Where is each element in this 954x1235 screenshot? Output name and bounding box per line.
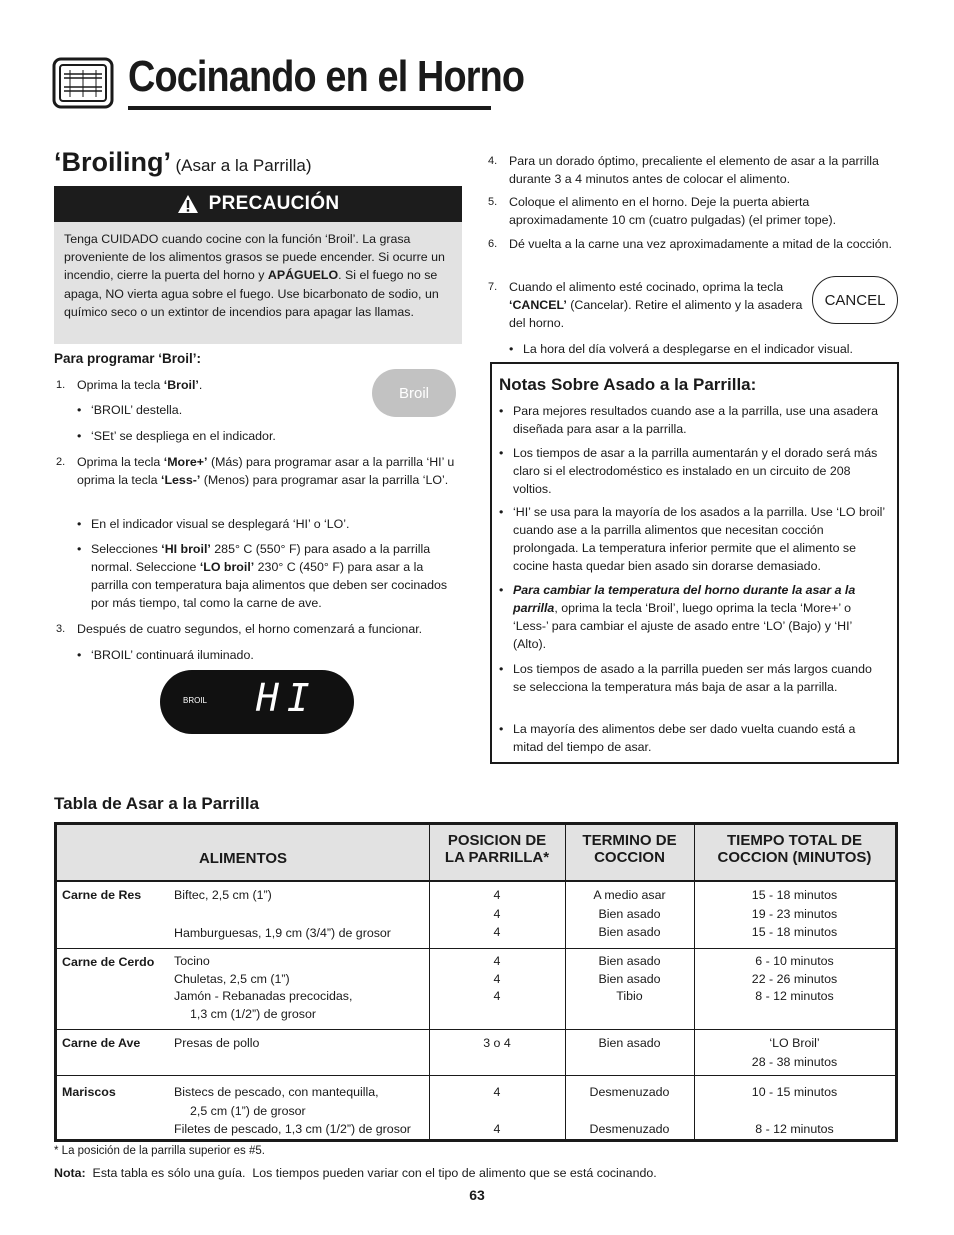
table-header-doneness	[565, 832, 694, 866]
step-1	[56, 376, 356, 394]
note-label: Nota:	[54, 1166, 86, 1180]
table-food-items	[174, 953, 352, 1023]
section-heading-main: ‘Broiling’	[54, 147, 171, 177]
step-7	[488, 278, 803, 332]
table-note	[54, 1166, 657, 1180]
step-number: 6.	[488, 238, 498, 250]
step-text: Cuando el alimento esté cocinado, oprima la tecla	[509, 280, 784, 294]
caution-text	[54, 222, 462, 344]
step-1-bullet: • ‘BROIL’ destella.	[91, 401, 182, 419]
step-text: Coloque el alimento en el horno. Deje la puerta abierta aproximadamente 10 cm (cuatro pulgadas) (el primer tope).	[509, 195, 837, 227]
step-1-bullet: • ‘SEt’ se despliega en el indicador.	[91, 427, 276, 445]
table-food-item: Chuletas, 2,5 cm (1”)	[174, 971, 290, 986]
program-heading: Para programar ‘Broil’:	[54, 351, 202, 366]
caution-text-bold: APÁGUELO	[267, 268, 339, 283]
table-time-cell	[694, 886, 895, 942]
note-emphasis: Para cambiar la temperatura del horno durante la asar a la parrilla	[513, 583, 856, 615]
step-3-bullet: • ‘BROIL’ continuará iluminado.	[91, 646, 254, 664]
table-title: Tabla de Asar a la Parrilla	[54, 794, 260, 813]
table-header-line: POSICION DE	[447, 832, 547, 849]
table-food-item: Hamburguesas, 1,9 cm (3/4”) de grosor	[174, 926, 391, 940]
table-category: Mariscos	[62, 1085, 116, 1099]
step-text: Dé vuelta a la carne una vez aproximadamente a mitad de la cocción.	[509, 237, 892, 251]
warning-triangle-icon	[177, 194, 199, 214]
note-item: • ‘HI’ se usa para la mayoría de los asados a la parrilla. Use ‘LO broil’ cuando ase a la parrilla alimentos que necesitan cocción prolongada. La temperatura inferior permite que el alimento se cocine hasta quedar bien asado sin dorarse demasiado.	[513, 503, 888, 575]
table-food-item: 1,3 cm (1/2”) de grosor	[190, 1006, 317, 1021]
step-text: Oprima la tecla	[77, 455, 164, 469]
table-category: Carne de Res	[62, 888, 142, 902]
table-footnote: * La posición de la parrilla superior es #5.	[54, 1145, 265, 1157]
caution-text-part: Tenga CUIDADO cuando cocine con la función ‘Broil’. La grasa proveniente de los alimentos grasos se puede encender. Si ocurre un incendio, cierre la puerta del horno y	[64, 232, 445, 283]
step-2	[56, 453, 461, 489]
note-item: • Para mejores resultados cuando ase a la parrilla, use una asadera diseñada para asar a la parrilla.	[513, 402, 888, 438]
time-value: 28 - 38 minutos	[751, 1054, 838, 1069]
time-value: 10 - 15 minutos	[751, 1085, 838, 1099]
step-6	[488, 235, 898, 253]
step-2-bullet: • En el indicador visual se desplegará ‘HI’ o ‘LO’.	[91, 515, 350, 533]
step-4	[488, 152, 898, 188]
table-time-cell	[694, 1034, 895, 1071]
table-header-line: COCCION (MINUTOS)	[717, 849, 872, 866]
table-rack-cell	[429, 886, 565, 942]
rack-value: 4	[493, 888, 501, 902]
bullet-text: 285° C (550° F) para asado a la parrilla normal. Seleccione	[91, 542, 431, 574]
page-number: 63	[469, 1187, 485, 1203]
table-rack-cell	[429, 953, 565, 1006]
table-food-item: Biftec, 2,5 cm (1”)	[174, 888, 272, 902]
caution-header	[54, 186, 462, 222]
section-heading-sub: (Asar a la Parrilla)	[175, 156, 312, 175]
table-header-line: LA PARRILLA*	[444, 849, 550, 866]
caution-text-part: . Si el fuego no se apaga, NO vierta agua sobre el fuego. Use bicarbonato de sodio, un químico seco o un extintor de incendios para apagar las llamas.	[64, 268, 439, 319]
table-rack-cell	[429, 1083, 565, 1139]
table-doneness-cell	[565, 886, 694, 942]
note-text: , oprima la tecla ‘Broil’, luego oprima la tecla ‘More+’ o ‘Less-’ para cambiar el ajuste de asado entre ‘LO’ (Bajo) y ‘HI’ (Alto).	[513, 601, 852, 651]
table-food-item: Presas de pollo	[174, 1036, 260, 1050]
step-key: ‘More+’	[163, 455, 208, 469]
step-number: 3.	[56, 623, 66, 635]
time-value: 8 - 12 minutos	[755, 1122, 834, 1136]
table-header-line: TIEMPO TOTAL DE	[726, 832, 862, 849]
table-food-item: Filetes de pescado, 1,3 cm (1/2”) de grosor	[174, 1122, 411, 1136]
table-header-line: TERMINO DE	[582, 832, 677, 849]
table-food-items	[174, 1083, 411, 1139]
step-2-bullet	[91, 540, 461, 612]
section-heading	[54, 147, 312, 178]
notes-title: Notas Sobre Asado a la Parrilla:	[499, 375, 757, 394]
step-7-bullet: • La hora del día volverá a desplegarse en el indicador visual.	[523, 340, 853, 358]
page-title: Cocinando en el Horno	[128, 52, 525, 101]
doneness-value	[565, 1102, 694, 1121]
time-value: 8 - 12 minutos	[755, 989, 834, 1003]
table-header-time	[694, 832, 895, 866]
table-row-rule	[57, 1075, 895, 1076]
table-header-food: ALIMENTOS	[198, 850, 288, 867]
step-number: 4.	[488, 155, 498, 167]
step-key: ‘CANCEL’	[509, 298, 567, 312]
rack-value: 4	[493, 971, 501, 986]
note-item: • Los tiempos de asado a la parrilla pueden ser más largos cuando se selecciona la temperatura más baja de asar a la parrilla.	[513, 660, 888, 696]
table-time-cell	[694, 953, 895, 1006]
table-category: Carne de Ave	[62, 1036, 141, 1050]
step-text: (Menos) para programar asar la parrilla ‘LO’.	[200, 473, 449, 487]
table-food-item: Bistecs de pescado, con mantequilla,	[174, 1085, 379, 1099]
step-number: 2.	[56, 456, 66, 468]
time-value: 15 - 18 minutos	[751, 925, 838, 939]
table-header-rack	[429, 832, 565, 866]
bullet-text: 230° C (450° F) para asar a la parrilla con temperatura baja alimentos que deben ser cocinados por más tiempo, tal como la carne de ave.	[91, 560, 448, 610]
note-item: • Los tiempos de asar a la parrilla aumentarán y el dorado será más claro si el electrodoméstico es instalado en un circuito de 208 voltios.	[513, 444, 888, 498]
doneness-value: Tibio	[616, 989, 643, 1003]
doneness-value: Desmenuzado	[589, 1122, 670, 1136]
table-food-item: Jamón - Rebanadas precocidas,	[174, 989, 353, 1003]
rack-value: 4	[493, 925, 501, 939]
bullet-text: Selecciones	[91, 542, 162, 556]
step-text: Oprima la tecla	[77, 378, 164, 392]
step-text: Después de cuatro segundos, el horno comenzará a funcionar.	[77, 622, 423, 636]
table-header-line: COCCION	[594, 849, 665, 866]
doneness-value: Bien asado	[598, 906, 661, 921]
step-key: ‘Broil’	[163, 378, 199, 392]
cancel-key-button[interactable]: CANCEL	[812, 276, 898, 324]
note-item	[513, 581, 888, 653]
table-food-item: Tocino	[174, 954, 210, 968]
step-text: (Más) para programar asar a la parrilla ‘HI’ u oprima la tecla	[77, 455, 455, 487]
step-number: 5.	[488, 196, 498, 208]
step-number: 7.	[488, 281, 498, 293]
doneness-value: A medio asar	[593, 888, 666, 902]
step-text: (Cancelar). Retire el alimento y la asadera del horno.	[509, 298, 803, 330]
table-row-rule	[57, 948, 895, 949]
caution-label: PRECAUCIÓN	[208, 193, 340, 214]
doneness-value: Desmenuzado	[589, 1085, 670, 1099]
oven-display	[160, 670, 354, 734]
step-3	[56, 620, 461, 638]
bullet-key: ‘LO broil’	[199, 560, 255, 574]
step-key: ‘Less-’	[161, 473, 201, 487]
step-number: 1.	[56, 379, 66, 391]
bullet-key: ‘HI broil’	[161, 542, 211, 556]
note-text: Esta tabla es sólo una guía. Los tiempos pueden variar con el tipo de alimento que se está cocinando.	[85, 1166, 657, 1180]
rack-value: 4	[493, 906, 501, 921]
table-category: Carne de Cerdo	[62, 955, 155, 969]
table-doneness-cell	[565, 1083, 694, 1139]
time-value: 22 - 26 minutos	[751, 971, 838, 986]
table-doneness-cell: Bien asado	[598, 1036, 661, 1050]
display-label: BROIL	[183, 696, 208, 705]
doneness-value: Bien asado	[598, 925, 661, 939]
table-time-cell	[694, 1083, 895, 1139]
table-header-rule	[57, 880, 895, 882]
display-value: HI	[256, 676, 318, 720]
table-row-rule	[57, 1029, 895, 1030]
note-item: • La mayoría des alimentos debe ser dado vuelta cuando está a mitad del tiempo de asar.	[513, 720, 888, 756]
step-text: .	[198, 378, 203, 392]
rack-value: 4	[493, 989, 501, 1003]
doneness-value: Bien asado	[598, 954, 661, 968]
rack-value: 4	[493, 1122, 501, 1136]
time-value: 19 - 23 minutos	[751, 906, 838, 921]
step-5	[488, 193, 898, 229]
time-value: ‘LO Broil’	[769, 1036, 820, 1050]
rack-value: 4	[493, 1085, 501, 1099]
time-value: 15 - 18 minutos	[751, 888, 838, 902]
table-food-item: 2,5 cm (1”) de grosor	[190, 1103, 306, 1118]
table-doneness-cell	[565, 953, 694, 1006]
table-rack-cell: 3 o 4	[483, 1036, 511, 1050]
broil-key-button[interactable]: Broil	[372, 369, 456, 417]
doneness-value: Bien asado	[598, 971, 661, 986]
oven-icon	[52, 57, 114, 109]
rack-value: 4	[493, 954, 501, 968]
time-value: 6 - 10 minutos	[755, 954, 834, 968]
time-value	[694, 1102, 895, 1121]
rack-value	[429, 1102, 565, 1121]
step-text: Para un dorado óptimo, precaliente el elemento de asar a la parrilla durante 3 a 4 minutos antes de colocar el alimento.	[509, 154, 879, 186]
title-rule	[128, 106, 491, 110]
